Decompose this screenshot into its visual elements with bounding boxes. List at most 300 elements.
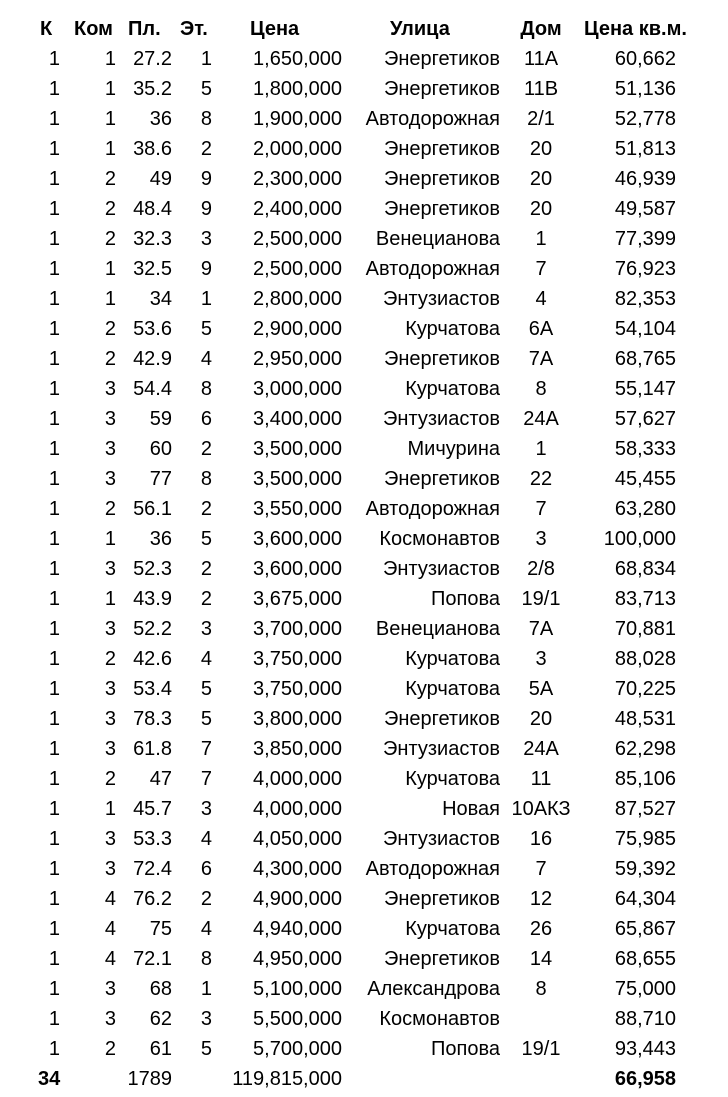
cell-area: 47 bbox=[149, 768, 172, 790]
cell-k: 1 bbox=[48, 228, 60, 250]
cell-street: Курчатова bbox=[405, 378, 500, 400]
cell-house: 3 bbox=[535, 528, 547, 550]
cell-price-per-sqm: 65,867 bbox=[614, 918, 676, 940]
cell-floor: 9 bbox=[200, 168, 212, 190]
cell-area: 61 bbox=[149, 1038, 172, 1060]
cell-price-per-sqm: 68,655 bbox=[614, 948, 676, 970]
cell-house: 20 bbox=[529, 138, 553, 160]
cell-rooms: 1 bbox=[104, 138, 116, 160]
cell-k: 1 bbox=[48, 738, 60, 760]
cell-street: Курчатова bbox=[405, 768, 500, 790]
cell-k: 1 bbox=[48, 108, 60, 130]
cell-k: 1 bbox=[48, 918, 60, 940]
cell-k: 1 bbox=[48, 678, 60, 700]
cell-price-per-sqm: 51,136 bbox=[614, 78, 676, 100]
cell-street: Энтузиастов bbox=[383, 828, 500, 850]
cell-k: 1 bbox=[48, 768, 60, 790]
cell-price-per-sqm: 93,443 bbox=[614, 1038, 676, 1060]
cell-area: 32.3 bbox=[133, 228, 172, 250]
cell-street: Автодорожная bbox=[365, 858, 500, 880]
cell-k: 1 bbox=[48, 48, 60, 70]
cell-rooms: 3 bbox=[104, 678, 116, 700]
cell-house: 7 bbox=[535, 858, 547, 880]
cell-price-per-sqm: 83,713 bbox=[614, 588, 676, 610]
cell-house: 1 bbox=[535, 228, 547, 250]
cell-rooms: 2 bbox=[104, 498, 116, 520]
cell-floor: 2 bbox=[200, 498, 212, 520]
cell-house: 5А bbox=[528, 678, 554, 700]
cell-price: 2,500,000 bbox=[253, 228, 342, 250]
cell-area: 34 bbox=[149, 288, 172, 310]
cell-area: 68 bbox=[149, 978, 172, 1000]
cell-rooms: 1 bbox=[104, 78, 116, 100]
cell-house: 22 bbox=[529, 468, 553, 490]
cell-price-per-sqm: 54,104 bbox=[614, 318, 676, 340]
cell-k: 1 bbox=[48, 378, 60, 400]
cell-street: Космонавтов bbox=[379, 528, 500, 550]
cell-k: 1 bbox=[48, 78, 60, 100]
cell-area: 62 bbox=[149, 1008, 172, 1030]
cell-rooms: 3 bbox=[104, 738, 116, 760]
cell-street: Автодорожная bbox=[365, 498, 500, 520]
table-row bbox=[0, 764, 728, 794]
cell-rooms: 3 bbox=[104, 438, 116, 460]
cell-house: 16 bbox=[529, 828, 553, 850]
table-row bbox=[0, 914, 728, 944]
cell-area: 49 bbox=[149, 168, 172, 190]
cell-rooms: 2 bbox=[104, 228, 116, 250]
cell-k: 1 bbox=[48, 318, 60, 340]
cell-floor: 4 bbox=[200, 828, 212, 850]
table-row bbox=[0, 104, 728, 134]
cell-house: 1 bbox=[535, 438, 547, 460]
total-house bbox=[506, 1064, 576, 1094]
cell-price-per-sqm: 51,813 bbox=[614, 138, 676, 160]
cell-house: 7А bbox=[528, 348, 554, 370]
cell-price: 5,500,000 bbox=[253, 1008, 342, 1030]
total-price: 119,815,000 bbox=[232, 1068, 342, 1090]
cell-street: Новая bbox=[442, 798, 500, 820]
cell-rooms: 2 bbox=[104, 768, 116, 790]
cell-floor: 9 bbox=[200, 198, 212, 220]
cell-rooms: 4 bbox=[104, 948, 116, 970]
table-row bbox=[0, 314, 728, 344]
cell-rooms: 2 bbox=[104, 168, 116, 190]
cell-area: 60 bbox=[149, 438, 172, 460]
table-row bbox=[0, 284, 728, 314]
cell-street: Мичурина bbox=[407, 438, 500, 460]
total-avg-price-per-sqm: 66,958 bbox=[614, 1068, 676, 1090]
table-row bbox=[0, 854, 728, 884]
cell-price-per-sqm: 48,531 bbox=[614, 708, 676, 730]
cell-area: 32.5 bbox=[133, 258, 172, 280]
cell-price: 1,650,000 bbox=[253, 48, 342, 70]
cell-area: 27.2 bbox=[133, 48, 172, 70]
cell-price-per-sqm: 87,527 bbox=[614, 798, 676, 820]
cell-price: 2,950,000 bbox=[253, 348, 342, 370]
cell-street: Попова bbox=[431, 588, 500, 610]
cell-area: 48.4 bbox=[133, 198, 172, 220]
cell-price-per-sqm: 88,710 bbox=[614, 1008, 676, 1030]
cell-rooms: 4 bbox=[104, 888, 116, 910]
cell-street: Энергетиков bbox=[383, 888, 500, 910]
cell-street: Автодорожная bbox=[365, 108, 500, 130]
cell-house: 14 bbox=[529, 948, 553, 970]
cell-floor: 7 bbox=[200, 768, 212, 790]
table-row bbox=[0, 944, 728, 974]
cell-house: 3 bbox=[535, 648, 547, 670]
cell-rooms: 4 bbox=[104, 918, 116, 940]
cell-floor: 2 bbox=[200, 888, 212, 910]
cell-rooms: 3 bbox=[104, 828, 116, 850]
cell-rooms: 3 bbox=[104, 558, 116, 580]
cell-area: 61.8 bbox=[133, 738, 172, 760]
cell-price: 4,900,000 bbox=[253, 888, 342, 910]
cell-price-per-sqm: 62,298 bbox=[614, 738, 676, 760]
cell-rooms: 1 bbox=[104, 588, 116, 610]
cell-price: 2,400,000 bbox=[253, 198, 342, 220]
table-row bbox=[0, 254, 728, 284]
cell-house: 7 bbox=[535, 498, 547, 520]
cell-street: Энергетиков bbox=[383, 468, 500, 490]
cell-price: 2,000,000 bbox=[253, 138, 342, 160]
cell-floor: 1 bbox=[200, 978, 212, 1000]
table-row bbox=[0, 974, 728, 1004]
cell-price-per-sqm: 52,778 bbox=[614, 108, 676, 130]
cell-floor: 9 bbox=[200, 258, 212, 280]
cell-rooms: 1 bbox=[104, 48, 116, 70]
cell-street: Энтузиастов bbox=[383, 558, 500, 580]
cell-price: 4,950,000 bbox=[253, 948, 342, 970]
table-row bbox=[0, 434, 728, 464]
cell-floor: 4 bbox=[200, 648, 212, 670]
cell-price-per-sqm: 59,392 bbox=[614, 858, 676, 880]
cell-street: Попова bbox=[431, 1038, 500, 1060]
cell-house: 24А bbox=[523, 738, 559, 760]
cell-price-per-sqm: 68,765 bbox=[614, 348, 676, 370]
cell-k: 1 bbox=[48, 708, 60, 730]
cell-rooms: 3 bbox=[104, 1008, 116, 1030]
cell-price: 3,500,000 bbox=[253, 438, 342, 460]
cell-floor: 8 bbox=[200, 468, 212, 490]
cell-price: 2,500,000 bbox=[253, 258, 342, 280]
cell-floor: 6 bbox=[200, 408, 212, 430]
cell-street: Энтузиастов bbox=[383, 738, 500, 760]
cell-area: 72.1 bbox=[133, 948, 172, 970]
cell-floor: 8 bbox=[200, 108, 212, 130]
table-row bbox=[0, 494, 728, 524]
cell-rooms: 2 bbox=[104, 318, 116, 340]
cell-floor: 3 bbox=[200, 798, 212, 820]
cell-street: Энтузиастов bbox=[383, 408, 500, 430]
cell-rooms: 3 bbox=[104, 858, 116, 880]
cell-price-per-sqm: 76,923 bbox=[614, 258, 676, 280]
table-row bbox=[0, 344, 728, 374]
cell-area: 54.4 bbox=[133, 378, 172, 400]
cell-price: 2,900,000 bbox=[253, 318, 342, 340]
cell-k: 1 bbox=[48, 288, 60, 310]
cell-k: 1 bbox=[48, 168, 60, 190]
cell-house: 12 bbox=[529, 888, 553, 910]
cell-price-per-sqm: 82,353 bbox=[614, 288, 676, 310]
cell-house: 8 bbox=[535, 978, 547, 1000]
cell-rooms: 1 bbox=[104, 528, 116, 550]
cell-k: 1 bbox=[48, 408, 60, 430]
cell-house: 6А bbox=[528, 318, 554, 340]
cell-rooms: 3 bbox=[104, 468, 116, 490]
table-row bbox=[0, 224, 728, 254]
cell-floor: 8 bbox=[200, 948, 212, 970]
cell-house: 19/1 bbox=[521, 588, 561, 610]
cell-floor: 3 bbox=[200, 228, 212, 250]
header-price: Цена bbox=[250, 18, 300, 40]
cell-floor: 5 bbox=[200, 318, 212, 340]
cell-street: Венецианова bbox=[375, 228, 500, 250]
cell-price: 3,700,000 bbox=[253, 618, 342, 640]
table-row bbox=[0, 524, 728, 554]
cell-price: 4,000,000 bbox=[253, 798, 342, 820]
table-row bbox=[0, 554, 728, 584]
cell-k: 1 bbox=[48, 258, 60, 280]
cell-price: 3,550,000 bbox=[253, 498, 342, 520]
cell-k: 1 bbox=[48, 888, 60, 910]
cell-floor: 4 bbox=[200, 918, 212, 940]
cell-floor: 7 bbox=[200, 738, 212, 760]
cell-price-per-sqm: 70,881 bbox=[614, 618, 676, 640]
cell-street: Энергетиков bbox=[383, 48, 500, 70]
cell-floor: 2 bbox=[200, 558, 212, 580]
cell-area: 36 bbox=[149, 528, 172, 550]
cell-area: 36 bbox=[149, 108, 172, 130]
table-row bbox=[0, 644, 728, 674]
cell-price-per-sqm: 85,106 bbox=[614, 768, 676, 790]
cell-area: 78.3 bbox=[133, 708, 172, 730]
header-price-per-sqm: Цена кв.м. bbox=[584, 18, 687, 40]
cell-price: 4,000,000 bbox=[253, 768, 342, 790]
cell-street: Энергетиков bbox=[383, 78, 500, 100]
table-row bbox=[0, 374, 728, 404]
cell-price-per-sqm: 100,000 bbox=[603, 528, 676, 550]
cell-house: 2/1 bbox=[527, 108, 555, 130]
table-row bbox=[0, 44, 728, 74]
cell-rooms: 3 bbox=[104, 618, 116, 640]
cell-street: Энергетиков bbox=[383, 168, 500, 190]
cell-house: 26 bbox=[529, 918, 553, 940]
cell-house: 10АКЗ bbox=[511, 798, 571, 820]
cell-price: 3,600,000 bbox=[253, 558, 342, 580]
table-row bbox=[0, 464, 728, 494]
cell-area: 72.4 bbox=[133, 858, 172, 880]
cell-house: 20 bbox=[529, 168, 553, 190]
cell-rooms: 2 bbox=[104, 348, 116, 370]
cell-floor: 5 bbox=[200, 528, 212, 550]
cell-house: 11 bbox=[530, 768, 552, 790]
cell-floor: 4 bbox=[200, 348, 212, 370]
cell-area: 45.7 bbox=[133, 798, 172, 820]
cell-street: Космонавтов bbox=[379, 1008, 500, 1030]
header-k: К bbox=[40, 18, 53, 40]
cell-price: 5,700,000 bbox=[253, 1038, 342, 1060]
cell-k: 1 bbox=[48, 828, 60, 850]
cell-k: 1 bbox=[48, 978, 60, 1000]
cell-street: Энергетиков bbox=[383, 348, 500, 370]
table-row bbox=[0, 884, 728, 914]
table-row bbox=[0, 734, 728, 764]
cell-area: 59 bbox=[149, 408, 172, 430]
cell-street: Энергетиков bbox=[383, 138, 500, 160]
cell-rooms: 3 bbox=[104, 408, 116, 430]
total-area: 1789 bbox=[127, 1068, 172, 1090]
cell-price: 1,800,000 bbox=[253, 78, 342, 100]
table-totals-row bbox=[0, 1064, 728, 1094]
header-rooms: Ком bbox=[74, 18, 113, 40]
cell-street: Курчатова bbox=[405, 678, 500, 700]
table-header-row bbox=[0, 14, 728, 44]
total-count: 34 bbox=[38, 1068, 61, 1090]
cell-house: 4 bbox=[535, 288, 547, 310]
cell-rooms: 2 bbox=[104, 198, 116, 220]
cell-floor: 3 bbox=[200, 1008, 212, 1030]
table-row bbox=[0, 674, 728, 704]
cell-street: Энтузиастов bbox=[383, 288, 500, 310]
cell-street: Энергетиков bbox=[383, 198, 500, 220]
cell-rooms: 2 bbox=[104, 648, 116, 670]
cell-price-per-sqm: 60,662 bbox=[614, 48, 676, 70]
table-row bbox=[0, 584, 728, 614]
cell-rooms: 3 bbox=[104, 978, 116, 1000]
cell-floor: 2 bbox=[200, 438, 212, 460]
cell-k: 1 bbox=[48, 618, 60, 640]
cell-area: 38.6 bbox=[133, 138, 172, 160]
cell-price: 3,675,000 bbox=[253, 588, 342, 610]
header-area: Пл. bbox=[128, 18, 161, 40]
cell-price-per-sqm: 68,834 bbox=[614, 558, 676, 580]
table-row bbox=[0, 824, 728, 854]
table-row bbox=[0, 164, 728, 194]
cell-k: 1 bbox=[48, 438, 60, 460]
cell-street: Венецианова bbox=[375, 618, 500, 640]
cell-floor: 1 bbox=[200, 48, 212, 70]
cell-k: 1 bbox=[48, 648, 60, 670]
cell-street: Александрова bbox=[367, 978, 500, 1000]
cell-floor: 8 bbox=[200, 378, 212, 400]
cell-price: 4,300,000 bbox=[253, 858, 342, 880]
cell-price-per-sqm: 45,455 bbox=[614, 468, 676, 490]
cell-house: 19/1 bbox=[521, 1038, 561, 1060]
total-rooms bbox=[70, 1064, 116, 1094]
cell-floor: 2 bbox=[200, 138, 212, 160]
table-row bbox=[0, 794, 728, 824]
table-row bbox=[0, 194, 728, 224]
cell-floor: 2 bbox=[200, 588, 212, 610]
cell-k: 1 bbox=[48, 1038, 60, 1060]
cell-price: 3,750,000 bbox=[253, 678, 342, 700]
cell-rooms: 2 bbox=[104, 1038, 116, 1060]
cell-price-per-sqm: 57,627 bbox=[614, 408, 676, 430]
cell-area: 43.9 bbox=[133, 588, 172, 610]
header-floor: Эт. bbox=[180, 18, 208, 40]
cell-k: 1 bbox=[48, 198, 60, 220]
cell-k: 1 bbox=[48, 588, 60, 610]
cell-area: 42.9 bbox=[133, 348, 172, 370]
cell-floor: 3 bbox=[200, 618, 212, 640]
cell-price-per-sqm: 49,587 bbox=[614, 198, 676, 220]
cell-street: Энергетиков bbox=[383, 708, 500, 730]
table-row bbox=[0, 404, 728, 434]
cell-price-per-sqm: 75,985 bbox=[614, 828, 676, 850]
cell-price: 1,900,000 bbox=[253, 108, 342, 130]
header-street: Улица bbox=[390, 18, 450, 40]
table-row bbox=[0, 614, 728, 644]
cell-price-per-sqm: 46,939 bbox=[614, 168, 676, 190]
cell-street: Курчатова bbox=[405, 648, 500, 670]
cell-area: 76.2 bbox=[133, 888, 172, 910]
cell-area: 53.4 bbox=[133, 678, 172, 700]
cell-price-per-sqm: 64,304 bbox=[614, 888, 676, 910]
cell-price-per-sqm: 77,399 bbox=[614, 228, 676, 250]
cell-floor: 5 bbox=[200, 1038, 212, 1060]
cell-area: 53.6 bbox=[133, 318, 172, 340]
table-row bbox=[0, 134, 728, 164]
cell-k: 1 bbox=[48, 798, 60, 820]
cell-area: 52.3 bbox=[133, 558, 172, 580]
cell-k: 1 bbox=[48, 1008, 60, 1030]
cell-street: Курчатова bbox=[405, 918, 500, 940]
cell-price: 3,750,000 bbox=[253, 648, 342, 670]
cell-house: 8 bbox=[535, 378, 547, 400]
cell-price: 3,600,000 bbox=[253, 528, 342, 550]
cell-k: 1 bbox=[48, 558, 60, 580]
cell-k: 1 bbox=[48, 858, 60, 880]
cell-price-per-sqm: 63,280 bbox=[614, 498, 676, 520]
cell-house: 7 bbox=[535, 258, 547, 280]
cell-house: 11В bbox=[523, 78, 559, 100]
cell-price: 4,050,000 bbox=[253, 828, 342, 850]
cell-price-per-sqm: 88,028 bbox=[614, 648, 676, 670]
cell-area: 35.2 bbox=[133, 78, 172, 100]
cell-price-per-sqm: 75,000 bbox=[614, 978, 676, 1000]
cell-k: 1 bbox=[48, 138, 60, 160]
cell-rooms: 3 bbox=[104, 378, 116, 400]
cell-area: 53.3 bbox=[133, 828, 172, 850]
cell-price-per-sqm: 55,147 bbox=[614, 378, 676, 400]
cell-area: 77 bbox=[149, 468, 172, 490]
cell-area: 52.2 bbox=[133, 618, 172, 640]
cell-price: 2,800,000 bbox=[253, 288, 342, 310]
cell-street: Автодорожная bbox=[365, 258, 500, 280]
cell-house: 11А bbox=[523, 48, 559, 70]
cell-price: 2,300,000 bbox=[253, 168, 342, 190]
cell-rooms: 1 bbox=[104, 798, 116, 820]
total-street bbox=[344, 1064, 500, 1094]
cell-k: 1 bbox=[48, 468, 60, 490]
cell-rooms: 1 bbox=[104, 288, 116, 310]
cell-house bbox=[506, 1004, 576, 1034]
total-floor bbox=[178, 1064, 212, 1094]
cell-price-per-sqm: 70,225 bbox=[614, 678, 676, 700]
cell-price: 5,100,000 bbox=[253, 978, 342, 1000]
cell-floor: 1 bbox=[200, 288, 212, 310]
cell-price: 3,000,000 bbox=[253, 378, 342, 400]
cell-house: 2/8 bbox=[527, 558, 555, 580]
cell-k: 1 bbox=[48, 348, 60, 370]
cell-k: 1 bbox=[48, 948, 60, 970]
cell-k: 1 bbox=[48, 498, 60, 520]
cell-price: 3,400,000 bbox=[253, 408, 342, 430]
cell-price: 4,940,000 bbox=[253, 918, 342, 940]
cell-area: 42.6 bbox=[133, 648, 172, 670]
cell-house: 24А bbox=[523, 408, 559, 430]
